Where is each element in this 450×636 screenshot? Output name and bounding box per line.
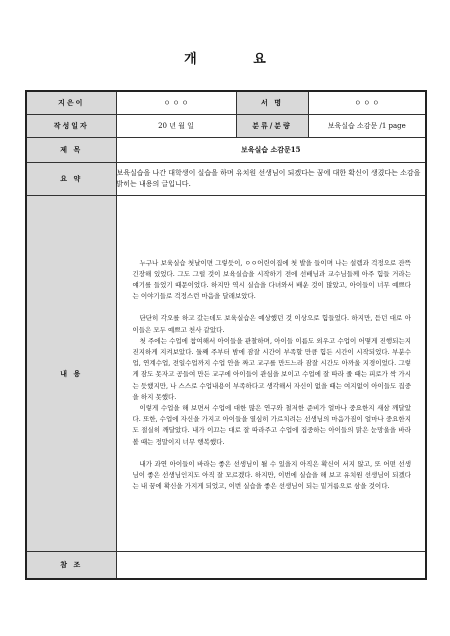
author-value: ㅇ ㅇ ㅇ xyxy=(116,91,236,115)
category-value: 보육실습 소감문 /1 page xyxy=(308,115,426,138)
content-paragraph: 첫 주에는 수업에 참여해서 아이들을 관찰하며, 아이들 이름도 외우고 수업이 어떻게 진행되는지 진지하게 지켜보았다. 둘째 주부터 밤에 잠잘 시간이 부족할 만큼 힘든 시간이 시작되었다. 부분수업, 연계수업, 전일수업까지 수업 안을 짜고 교구를 만드느라 잠잘 시간도 아까울 지경이었다. 그렇게 잠도 못자고 공들여 만든 교구에 아이들이 관심을 보이고 수업에 잘 따라 줄 때는 피로가 싹 가시는 듯했지만, 나 스스로 수업내용이 부족하다고 생각해서 자신이 없을 때는 여지없이 아이들도 집중을 하지 못했다. xyxy=(132,336,411,401)
signature-value: ㅇ ㅇ ㅇ xyxy=(308,91,426,115)
date-label: 작성일자 xyxy=(26,115,116,138)
reference-label: 참 조 xyxy=(26,552,116,580)
content-paragraph: 내가 과연 아이들이 바라는 좋은 선생님이 될 수 있을지 아직은 확신이 서지 않고, 또 어떤 선생님이 좋은 선생님인지도 아직 잘 모르겠다. 하지만, 이번에 실습을 해 보고 유치원 선생님이 되겠다는 내 꿈에 확신을 가지게 되었고, 이번 실습을 좋은 선생님이 되는 밑거름으로 삼을 것이다. xyxy=(132,459,411,491)
content-paragraph: 단단히 각오를 하고 갔는데도 보육실습은 예상했던 것 이상으로 힘들었다. 하지만, 듣던 대로 아이들은 모두 예쁘고 천사 같았다. xyxy=(132,314,411,334)
report-form xyxy=(25,90,427,580)
content-cell xyxy=(116,196,426,552)
subject-label: 제 목 xyxy=(26,138,116,163)
document-title: 개 요 xyxy=(184,52,292,67)
category-label: 분류/분량 xyxy=(236,115,308,138)
date-value: 20 년 월 일 xyxy=(116,115,236,138)
content-paragraph: 이렇게 수업을 해 보면서 수업에 대한 많은 연구와 철저한 준비가 얼마나 중요한지 새삼 깨달았다. 또한, 수업에 자신을 가지고 아이들을 열심히 가르치려는 선생님의 마음가짐이 얼마나 중요한지도 절실히 깨달았다. 내가 이끄는 대로 잘 따라주고 수업에 집중하는 아이들의 맑은 눈망울을 바라볼 때는 정말이지 너무 행복했다. xyxy=(132,404,411,446)
author-label: 지은이 xyxy=(26,91,116,115)
content-paragraph: 누구나 보육실습 첫날이면 그렇듯이, ㅇㅇ어린이집에 첫 발을 들이며 나는 설렘과 걱정으로 잔뜩 긴장해 있었다. 그도 그럴 것이 보육실습을 시작하기 전에 선배님과 교수님들께 아주 힘들 거라는 얘기를 들었기 때문이었다. 하지만 역시 실습을 다녀와서 배운 것이 많았고, 아이들이 너무 예쁘다는 이야기들로 걱정스런 마음을 달래보았다. xyxy=(132,258,411,301)
signature-label: 서 명 xyxy=(236,91,308,115)
content-body xyxy=(117,244,426,493)
subject-value: 보육실습 소감문15 xyxy=(116,138,426,163)
reference-value xyxy=(116,552,426,580)
summary-value: 보육실습을 나간 대학생이 실습을 하며 유치원 선생님이 되겠다는 꿈에 대한 확신이 생겼다는 소감을 밝히는 내용의 글입니다. xyxy=(116,163,426,196)
summary-label: 요 약 xyxy=(26,163,116,196)
content-label: 내 용 xyxy=(26,196,116,552)
